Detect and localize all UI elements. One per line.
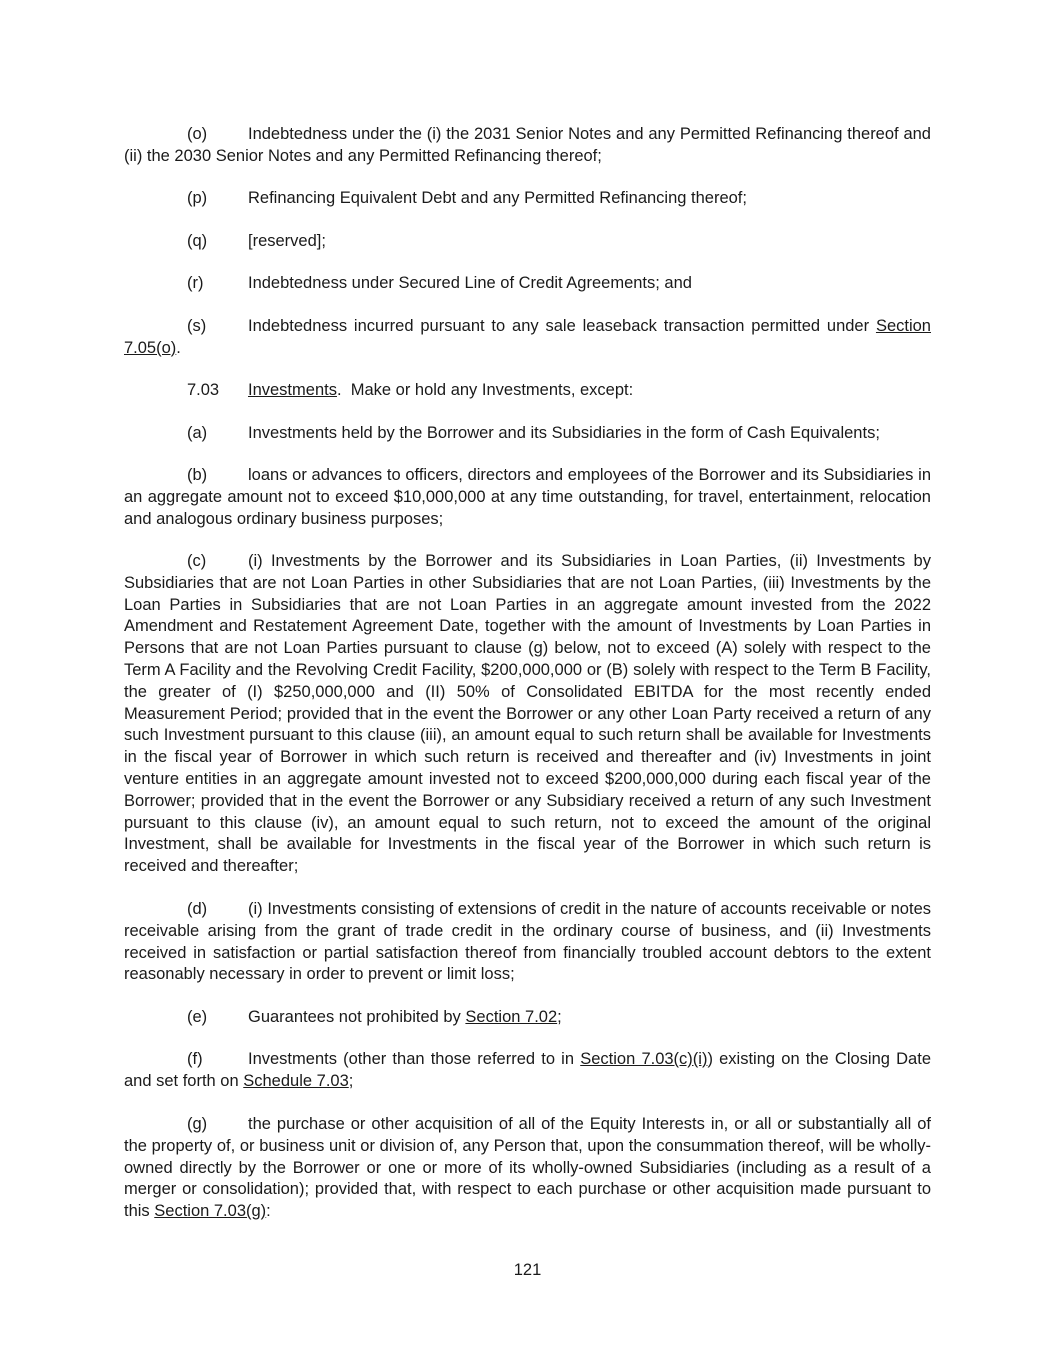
page-number: 121 (513, 1261, 542, 1279)
clause-text: (i) Investments by the Borrower and its Subsidiaries in Loan Parties, (ii) Investments by Subsidiaries that are not Loan Parties in other Subsidiaries that are not Loan Parties, (iii) Investments by the Loan Parties in Subsidiaries that are not Loan Parties in an aggregate amount invested from the 2022 Amendment and Restatement Agreement Date, together with the amount of Investments by Loan Parties in Persons that are not Loan Parties pursuant to clause (g) below, not to exceed (A) solely with respect to the Term A Facility and the Revolving Credit Facility, $200,000,000 or (B) solely with respect to the Term B Facility, the greater of (I) $250,000,000 and (II) 50% of Consolidated EBITDA for the most recently ended Measurement Period; provided that in the event the Borrower or any other Loan Party received a return of any such Investment pursuant to this clause (iii), an amount equal to such return shall be available for Investments in the fiscal year of Borrower in which such return is received and thereafter and (iv) Investments in joint venture entities in an aggregate amount invested not to exceed $200,000,000 during each fiscal year of the Borrower; provided that in the event the Borrower or any Subsidiary received a return of any such Investment pursuant to this clause (iv), an amount equal to such return, not to exceed the amount of the original Investment, shall be available for Investments in the fiscal year of the Borrower in which such return is received and thereafter; (124, 552, 931, 876)
clause-s: (s) Indebtedness incurred pursuant to any sale leaseback transaction permitted under Section 7.05(o). (124, 317, 931, 357)
clause-label: (q) (187, 232, 208, 250)
clause-label: (r) (187, 274, 204, 292)
clause-text: [reserved]; (248, 232, 326, 250)
clause-text: Investments held by the Borrower and its Subsidiaries in the form of Cash Equivalents; (248, 424, 880, 442)
clause-label: (o) (187, 125, 208, 143)
clause-text: loans or advances to officers, directors and employees of the Borrower and its Subsidiaries in an aggregate amount not to exceed $10,000,000 at any time outstanding, for travel, entertainment, relocation and analogous ordinary business purposes; (124, 466, 931, 528)
clause-label: (f) (187, 1050, 203, 1068)
clause-e: (e) Guarantees not prohibited by Section 7.02; (124, 1007, 931, 1029)
section-text: . Make or hold any Investments, except: (336, 381, 634, 399)
clause-text: Indebtedness under the (i) the 2031 Senior Notes and any Permitted Refinancing thereof and (ii) the 2030 Senior Notes and any Permitted Refinancing thereof; (124, 125, 931, 165)
section-number: 7.03 (187, 381, 220, 399)
section-7-03-heading (124, 380, 931, 402)
section-title: Investments (248, 381, 337, 399)
section-reference-link: 7.05(o) (124, 338, 177, 357)
clause-text: Refinancing Equivalent Debt and any Permitted Refinancing thereof; (248, 189, 747, 207)
clause-label: (a) (187, 424, 208, 442)
clause-text: Indebtedness under Secured Line of Credit Agreements; and (248, 274, 692, 292)
clause-label: (c) (187, 552, 207, 570)
section-reference-link: Section 7.03(g) (154, 1202, 267, 1221)
clause-o (124, 124, 931, 168)
section-reference-link: Section 7.02 (465, 1008, 558, 1026)
clause-g: (g) the purchase or other acquisition of all of the Equity Interests in, or all or substantially all of the property of, or business unit or division of, any Person that, upon the consummation thereof, will be wholly-owned directly by the Borrower or one or more of its wholly-owned Subsidiaries (including as a result of a merger or consolidation); provided that, with respect to each purchase or other acquisition made pursuant to this Section 7.03(g): (124, 1115, 931, 1221)
clause-q (124, 231, 931, 253)
clause-label: (s) (187, 317, 207, 335)
clause-d (124, 899, 931, 986)
clause-a (124, 423, 931, 445)
clause-c (124, 551, 931, 878)
clause-label: (d) (187, 900, 208, 918)
clause-f: (f) Investments (other than those referred to in Section 7.03(c)(i)) existing on the Closing Date and set forth on Schedule 7.03; (124, 1050, 931, 1090)
clause-text: the purchase or other acquisition of all of the Equity Interests in, or all or substantially all of the property of, or business unit or division of, any Person that, upon the consummation thereof, will be wholly-owned directly by the Borrower or one or more of its wholly-owned Subsidiaries (including as a result of a merger or consolidation); provided that, with respect to each purchase or other acquisition made pursuant to this (124, 1115, 931, 1221)
clause-text: Investments (other than those referred to in (248, 1050, 581, 1068)
clause-text: Guarantees not prohibited by (248, 1008, 466, 1026)
clause-text: (i) Investments consisting of extensions of credit in the nature of accounts receivable or notes receivable arising from the grant of trade credit in the ordinary course of business, and (ii) Investments received in satisfaction or partial satisfaction thereof from financially troubled account debtors to the extent reasonably necessary in order to prevent or limit loss; (124, 900, 931, 984)
clause-r (124, 273, 931, 295)
clause-text: Indebtedness incurred pursuant to any sale leaseback transaction permitted under (248, 317, 876, 335)
section-reference-link: Section (875, 317, 931, 335)
schedule-reference-link: Schedule 7.03 (243, 1071, 349, 1090)
clause-label: (p) (187, 189, 208, 207)
clause-label: (g) (187, 1115, 208, 1133)
clause-p (124, 188, 931, 210)
clause-b (124, 465, 931, 530)
clause-label: (b) (187, 466, 208, 484)
clause-label: (e) (187, 1008, 208, 1026)
section-reference-link: Section 7.03(c)(i) (580, 1050, 708, 1068)
